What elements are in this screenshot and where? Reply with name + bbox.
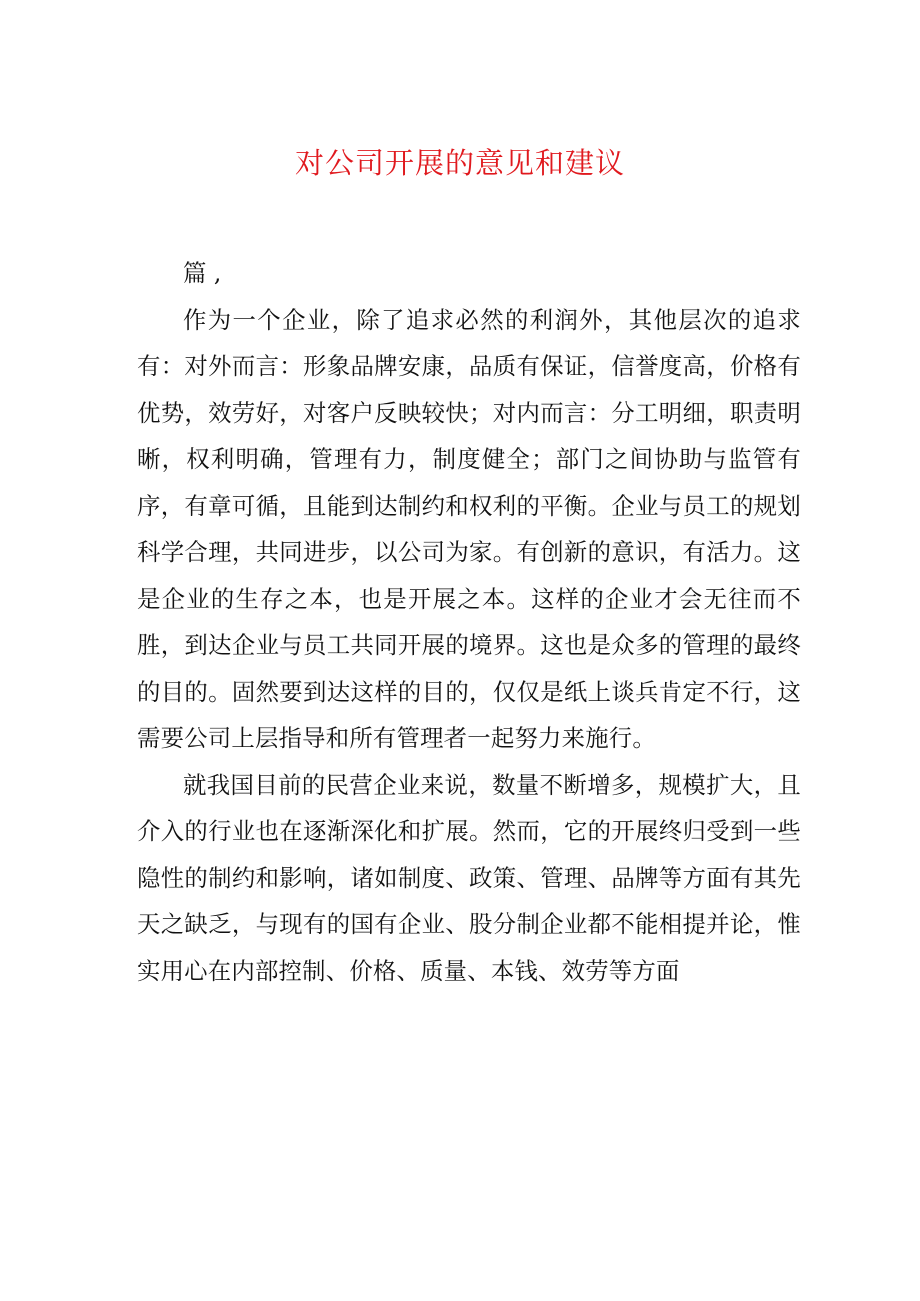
document-body bbox=[137, 250, 801, 994]
document-title: 对公司开展的意见和建议 bbox=[294, 146, 625, 180]
section-label: 篇 , bbox=[183, 259, 222, 287]
paragraph-2: 就我国目前的民营企业来说，数量不断增多，规模扩大，且介入的行业也在逐渐深化和扩展。然而，它的开展终归受到一些隐性的制约和影响，诸如制度、政策、管理、品牌等方面有其先天之缺乏，与现有的国有企业、股分制企业都不能相提并论，惟实用心在内部控制、价格、质量、本钱、效劳等方面 bbox=[137, 770, 801, 985]
paragraph-1: 作为一个企业，除了追求必然的利润外，其他层次的追求有：对外而言：形象品牌安康，品质有保证，信誉度高，价格有优势，效劳好，对客户反映较快；对内而言：分工明细，职责明晰，权利明确，管理有力，制度健全；部门之间协助与监管有序，有章可循，且能到达制约和权利的平衡。企业与员工的规划科学合理，共同进步，以公司为家。有创新的意识，有活力。这是企业的生存之本，也是开展之本。这样的企业才会无往而不胜，到达企业与员工共同开展的境界。这也是众多的管理的最终的目的。固然要到达这样的目的，仅仅是纸上谈兵肯定不行，这需要公司上层指导和所有管理者一起努力来施行。 bbox=[137, 305, 801, 752]
